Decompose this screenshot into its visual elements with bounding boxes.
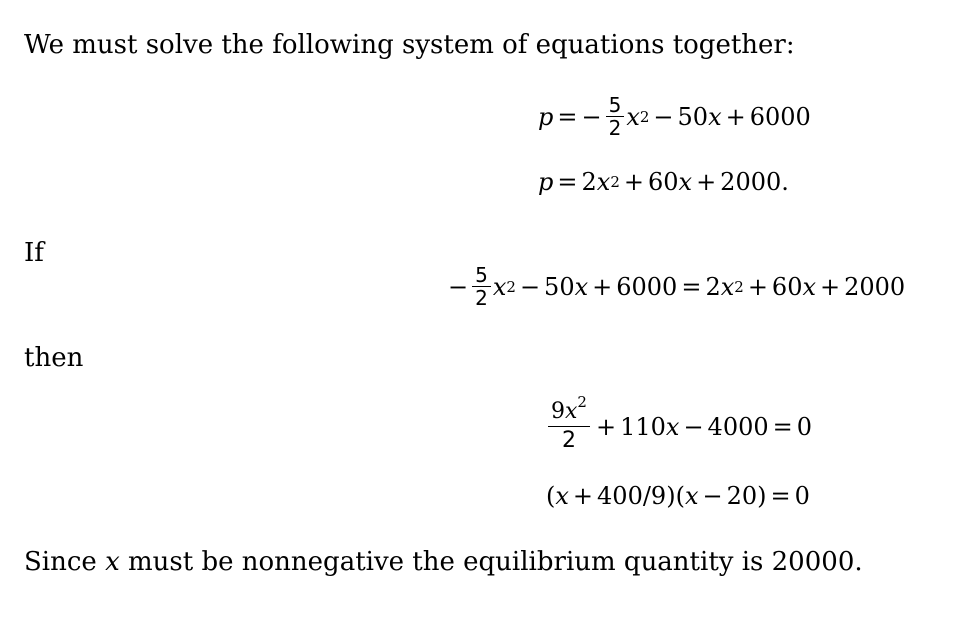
factored-close2: ) [757, 482, 767, 510]
eq2-op2: + [696, 168, 717, 196]
factored-op2: − [702, 482, 723, 510]
eq1-var1: x [708, 102, 722, 131]
system-equation-2: p = 2 x 2 + 60 x + 2000. [538, 168, 789, 196]
equality-var1: x [574, 272, 589, 301]
eq2-term2: 2000. [720, 168, 789, 196]
equality-op2: + [592, 272, 613, 301]
equality-term4: 60 [771, 272, 803, 301]
factored-root2: 20 [726, 482, 758, 510]
conclusion-text [24, 547, 863, 577]
equality-frac-num: 5 [475, 263, 488, 287]
eq1-fraction [606, 94, 625, 139]
equality-equation: − $\frac{5}{2}$ x 2 − 50 x + 6000 = 2 x 2 + 60 x + 2000 [448, 263, 906, 310]
factored-var2: x [684, 482, 699, 510]
equality-var4: x [802, 272, 817, 301]
eq1-lhs: p [538, 102, 554, 131]
equality-term5: 2000 [844, 272, 906, 301]
factored-open1: ( [546, 482, 556, 510]
eq2-coef: 2 [581, 168, 597, 196]
eq2-op1: + [623, 168, 644, 196]
factored-close1: ) [666, 482, 676, 510]
factored-rhs: 0 [794, 482, 810, 510]
eq1-frac-num: 5 [608, 93, 622, 117]
eq2-var1: x [678, 168, 693, 196]
result-term1: 110 [620, 412, 666, 441]
eq1-op2: + [725, 102, 746, 131]
eq1-term1: 50 [677, 102, 709, 131]
eq1-var: x [626, 102, 640, 131]
factored-root1: 400/9 [597, 482, 667, 510]
result-fraction [548, 393, 590, 455]
equality-var3: x [720, 272, 735, 301]
conclusion-var: x [105, 547, 120, 577]
result-rhs: 0 [796, 412, 813, 441]
eq1-op1: − [653, 102, 674, 131]
result-equals: = [772, 412, 793, 441]
if-word: If [24, 238, 44, 268]
factored-var1: x [555, 482, 569, 510]
equality-equals: = [681, 272, 702, 301]
equality-op1: − [519, 272, 541, 301]
result-op1: + [595, 412, 617, 441]
result-op2: − [683, 412, 704, 441]
equality-fraction [472, 264, 491, 309]
eq1-frac-den: 2 [608, 116, 622, 140]
equality-term2: 6000 [616, 272, 678, 301]
equality-sign: − [448, 272, 469, 301]
eq2-equals: = [557, 168, 578, 196]
factored-equation [546, 482, 810, 510]
conclusion-suffix: must be nonnegative the equilibrium quantity is 20000. [119, 547, 863, 577]
result-frac-num [548, 393, 590, 426]
eq2-term1: 60 [647, 168, 679, 196]
conclusion-prefix: Since [24, 547, 106, 577]
eq1-term2: 6000 [749, 102, 811, 131]
intro-text: We must solve the following system of equations together: [24, 30, 795, 60]
equality-frac-den: 2 [475, 286, 488, 310]
eq1-sign: − [581, 102, 602, 131]
result-frac-var: x [565, 399, 578, 424]
result-frac-exp: 2 [577, 393, 587, 411]
equality-term1: 50 [544, 272, 575, 301]
then-word: then [24, 343, 84, 373]
result-term2: 4000 [707, 412, 769, 441]
result-var1: x [665, 412, 680, 441]
eq1-equals: = [557, 102, 578, 131]
equality-var: x [492, 272, 507, 301]
factored-op1: + [572, 482, 594, 510]
factored-open2: ( [675, 482, 685, 510]
result-equation [546, 393, 813, 455]
eq2-var: x [596, 168, 611, 196]
equality-op3: + [747, 272, 768, 301]
system-equation-1: p = − $\frac{5}{2}$ x 2 − 50 x + 6000 [538, 93, 811, 140]
result-frac-den: 2 [561, 428, 576, 453]
eq2-lhs: p [538, 168, 554, 196]
equality-op4: + [820, 272, 841, 301]
result-frac-coef: 9 [551, 399, 565, 424]
equality-coef3: 2 [705, 272, 721, 301]
factored-equals: = [770, 482, 791, 510]
